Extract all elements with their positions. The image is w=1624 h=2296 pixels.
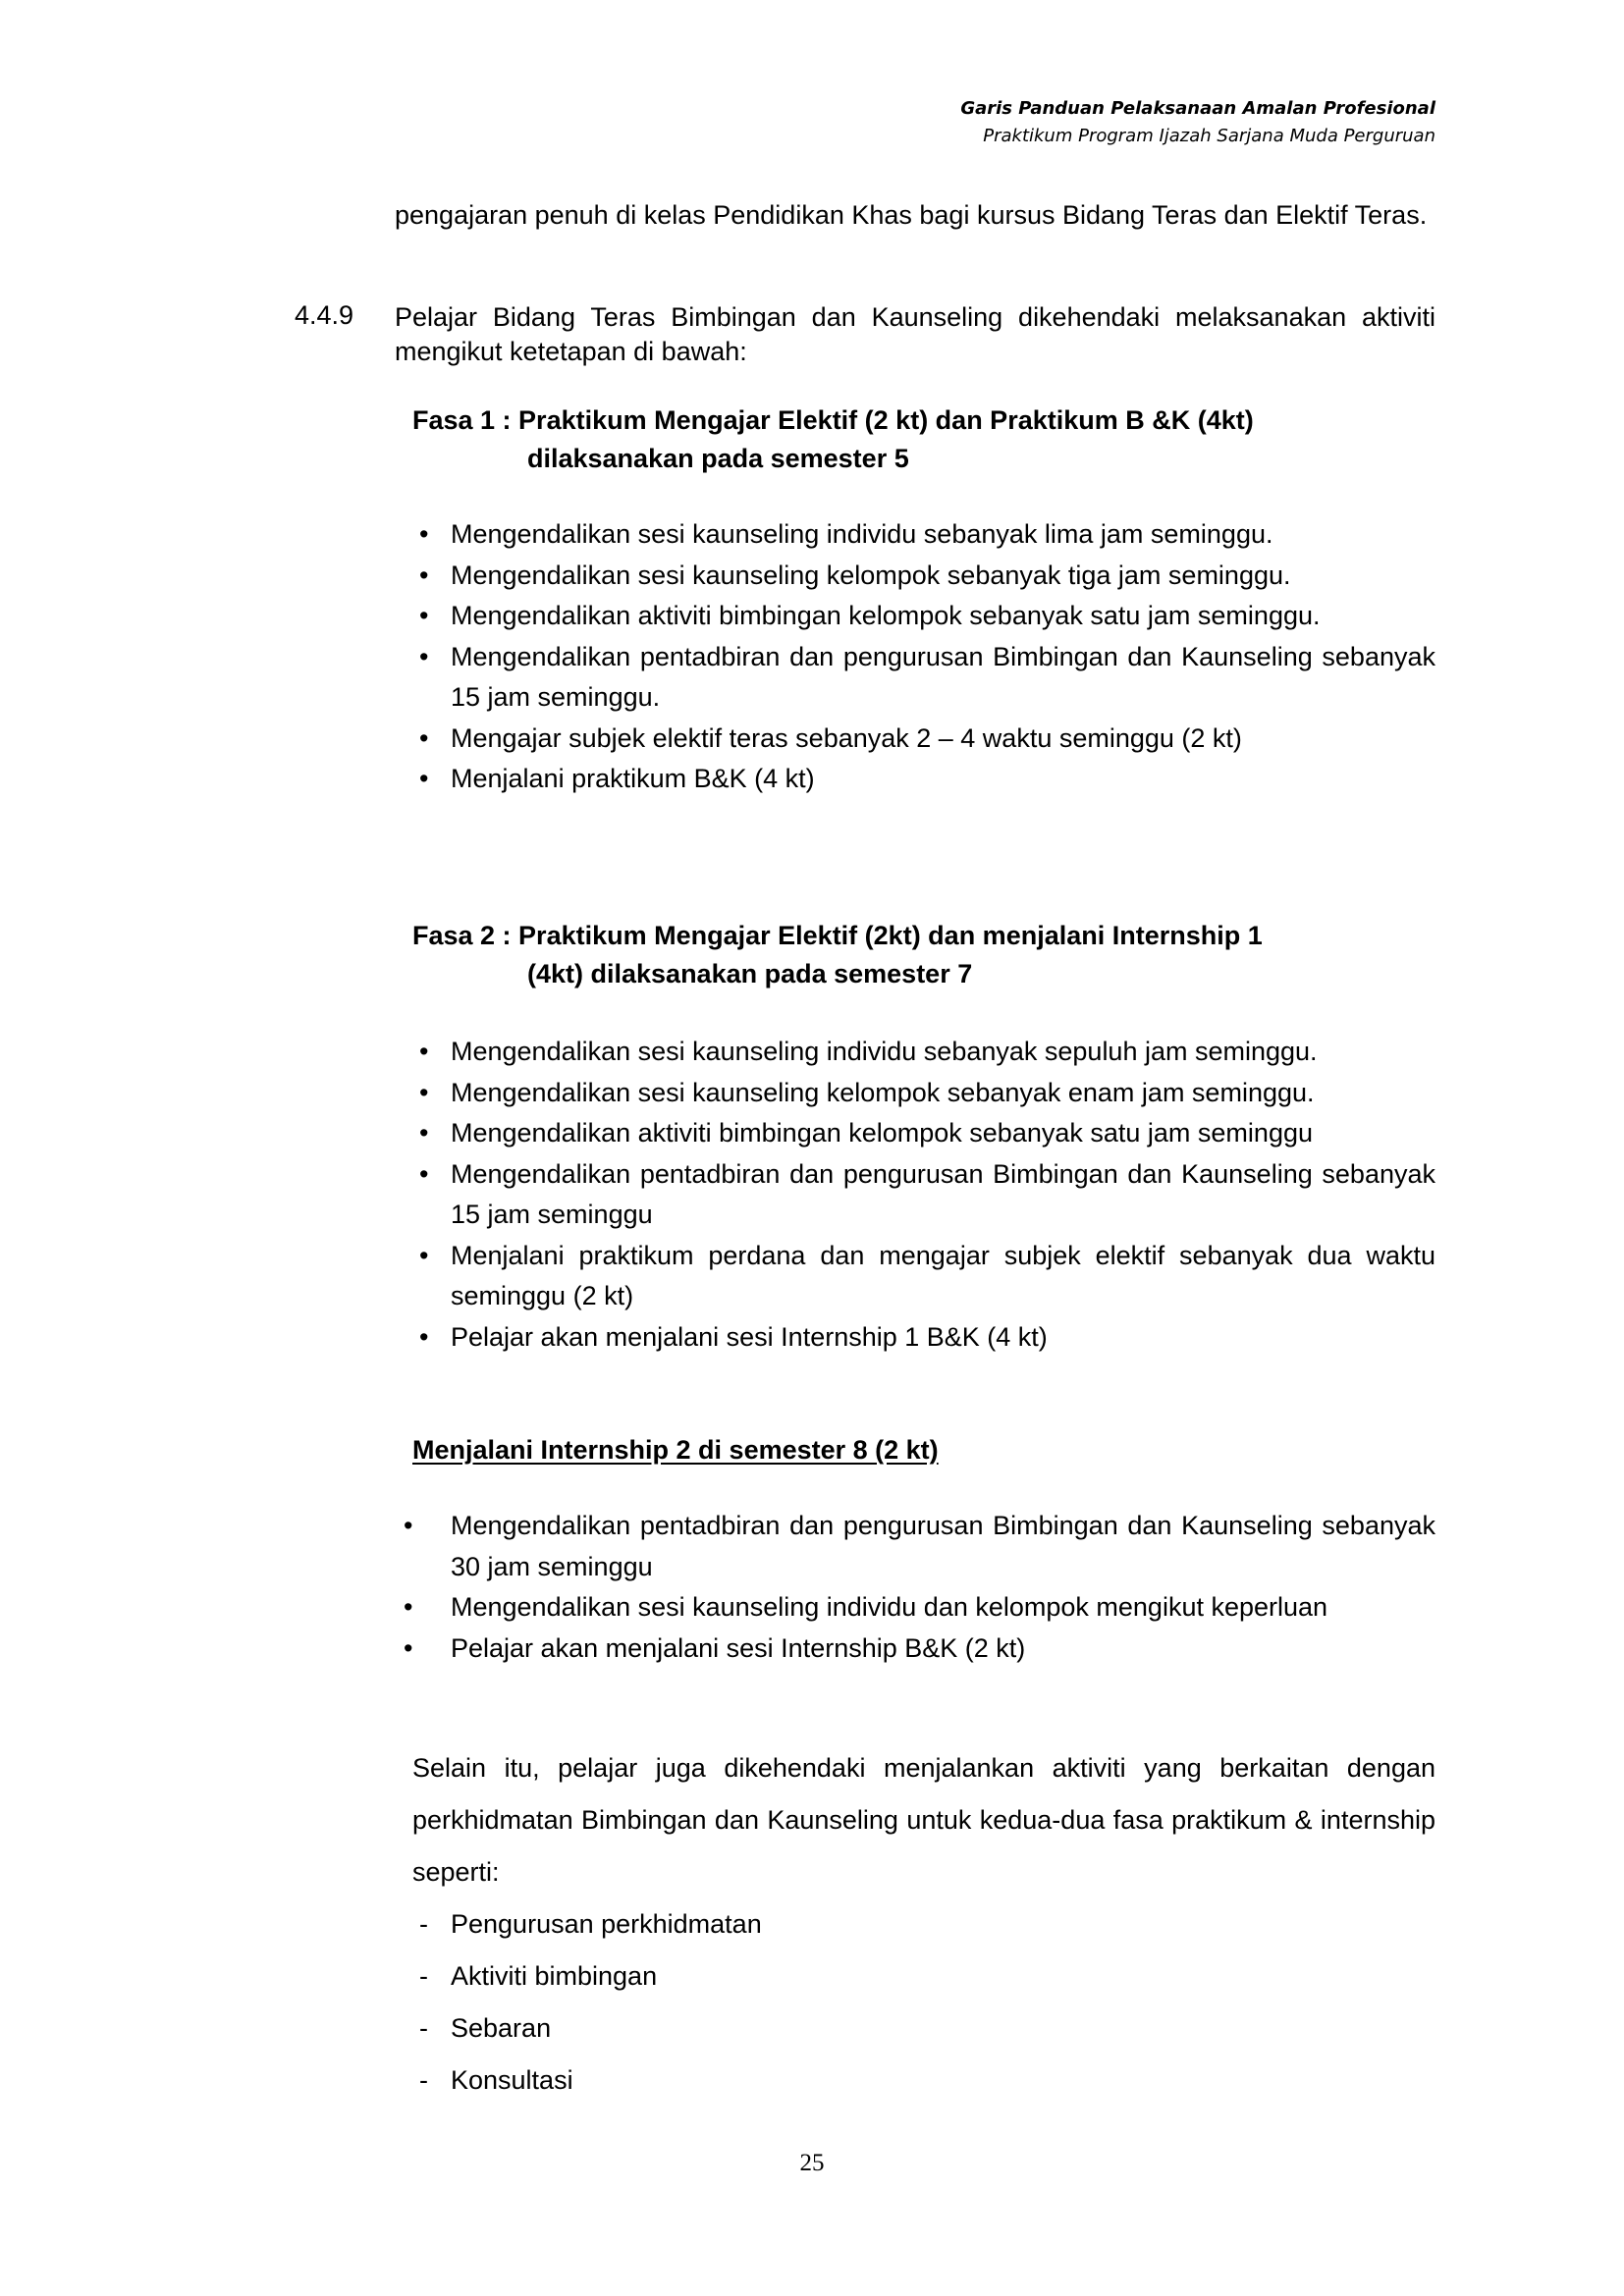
fasa1-list <box>419 514 1435 800</box>
list-item: • Pelajar akan menjalani sesi Internship 1 B&K (4 kt) <box>419 1317 1435 1359</box>
fasa2-heading-line2: (4kt) dilaksanakan pada semester 7 <box>527 959 973 988</box>
list-item: • Mengendalikan pentadbiran dan pengurusan Bimbingan dan Kaunseling sebanyak 15 jam seminggu. <box>419 637 1435 719</box>
bullet-icon: • <box>419 1321 429 1352</box>
dash-icon: - <box>419 2013 428 2043</box>
list-item: • Mengendalikan sesi kaunseling kelompok sebanyak enam jam seminggu. <box>419 1073 1435 1114</box>
intro-paragraph: pengajaran penuh di kelas Pendidikan Khas bagi kursus Bidang Teras dan Elektif Teras. <box>395 200 1428 230</box>
list-item: • Mengendalikan sesi kaunseling kelompok sebanyak tiga jam seminggu. <box>419 556 1435 597</box>
section-text: Pelajar Bidang Teras Bimbingan dan Kaunseling dikehendaki melaksanakan aktiviti mengikut ketetapan di bawah: <box>395 302 1435 366</box>
closing-paragraph: Selain itu, pelajar juga dikehendaki menjalankan aktiviti yang berkaitan dengan perkhidmatan Bimbingan dan Kaunseling untuk kedua-dua fasa praktikum & internship seperti: <box>412 1753 1435 1887</box>
bullet-icon: • <box>419 1077 429 1107</box>
bullet-icon: • <box>404 1592 413 1622</box>
bullet-icon: • <box>404 1632 413 1663</box>
bullet-icon: • <box>419 1158 429 1189</box>
internship2-heading: Menjalani Internship 2 di semester 8 (2 kt) <box>412 1435 939 1465</box>
fasa2-list <box>419 1032 1435 1358</box>
list-item: • Mengendalikan aktiviti bimbingan kelompok sebanyak satu jam seminggu <box>419 1113 1435 1154</box>
list-item: • Mengendalikan sesi kaunseling individu sebanyak lima jam seminggu. <box>419 514 1435 556</box>
bullet-icon: • <box>419 519 429 549</box>
internship2-list <box>404 1506 1435 1669</box>
list-item: - Aktiviti bimbingan <box>419 1950 1435 2002</box>
bullet-icon: • <box>419 1037 429 1066</box>
bullet-icon: • <box>404 1511 413 1540</box>
list-item: - Sebaran <box>419 2002 1435 2055</box>
page-number: 25 <box>799 2150 825 2176</box>
fasa2-heading <box>412 917 1435 993</box>
fasa1-heading-line1: Fasa 1 : Praktikum Mengajar Elektif (2 kt) dan Praktikum B &K (4kt) <box>412 405 1254 435</box>
bullet-icon: • <box>419 641 429 671</box>
fasa1-heading <box>412 401 1435 478</box>
list-item: • Mengendalikan aktiviti bimbingan kelompok sebanyak satu jam seminggu. <box>419 596 1435 637</box>
dash-icon: - <box>419 1961 428 1991</box>
bullet-icon: • <box>419 722 429 753</box>
section-number: 4.4.9 <box>295 300 354 330</box>
fasa1-heading-line2: dilaksanakan pada semester 5 <box>527 444 909 473</box>
bullet-icon: • <box>419 601 429 630</box>
fasa2-heading-line1: Fasa 2 : Praktikum Mengajar Elektif (2kt) dan menjalani Internship 1 <box>412 921 1263 950</box>
list-item: • Mengajar subjek elektif teras sebanyak 2 – 4 waktu seminggu (2 kt) <box>419 719 1435 760</box>
closing-list <box>419 1898 1435 2107</box>
list-item: - Konsultasi <box>419 2055 1435 2107</box>
list-item: • Mengendalikan sesi kaunseling individu sebanyak sepuluh jam seminggu. <box>419 1032 1435 1073</box>
header-subtitle: Praktikum Program Ijazah Sarjana Muda Perguruan <box>983 126 1435 146</box>
dash-icon: - <box>419 2065 428 2095</box>
dash-icon: - <box>419 1909 428 1939</box>
bullet-icon: • <box>419 1240 429 1270</box>
bullet-icon: • <box>419 764 429 793</box>
header-title: Garis Panduan Pelaksanaan Amalan Profesional <box>960 98 1435 119</box>
bullet-icon: • <box>419 560 429 590</box>
list-item: • Mengendalikan pentadbiran dan pengurusan Bimbingan dan Kaunseling sebanyak 15 jam seminggu <box>419 1154 1435 1236</box>
list-item: • Menjalani praktikum perdana dan mengajar subjek elektif sebanyak dua waktu seminggu (2 kt) <box>419 1236 1435 1317</box>
list-item: • Mengendalikan pentadbiran dan pengurusan Bimbingan dan Kaunseling sebanyak 30 jam seminggu <box>404 1506 1435 1587</box>
list-item: - Pengurusan perkhidmatan <box>419 1898 1435 1950</box>
list-item: • Pelajar akan menjalani sesi Internship B&K (2 kt) <box>404 1629 1435 1670</box>
bullet-icon: • <box>419 1118 429 1148</box>
list-item: • Mengendalikan sesi kaunseling individu dan kelompok mengikut keperluan <box>404 1587 1435 1629</box>
list-item: • Menjalani praktikum B&K (4 kt) <box>419 759 1435 800</box>
